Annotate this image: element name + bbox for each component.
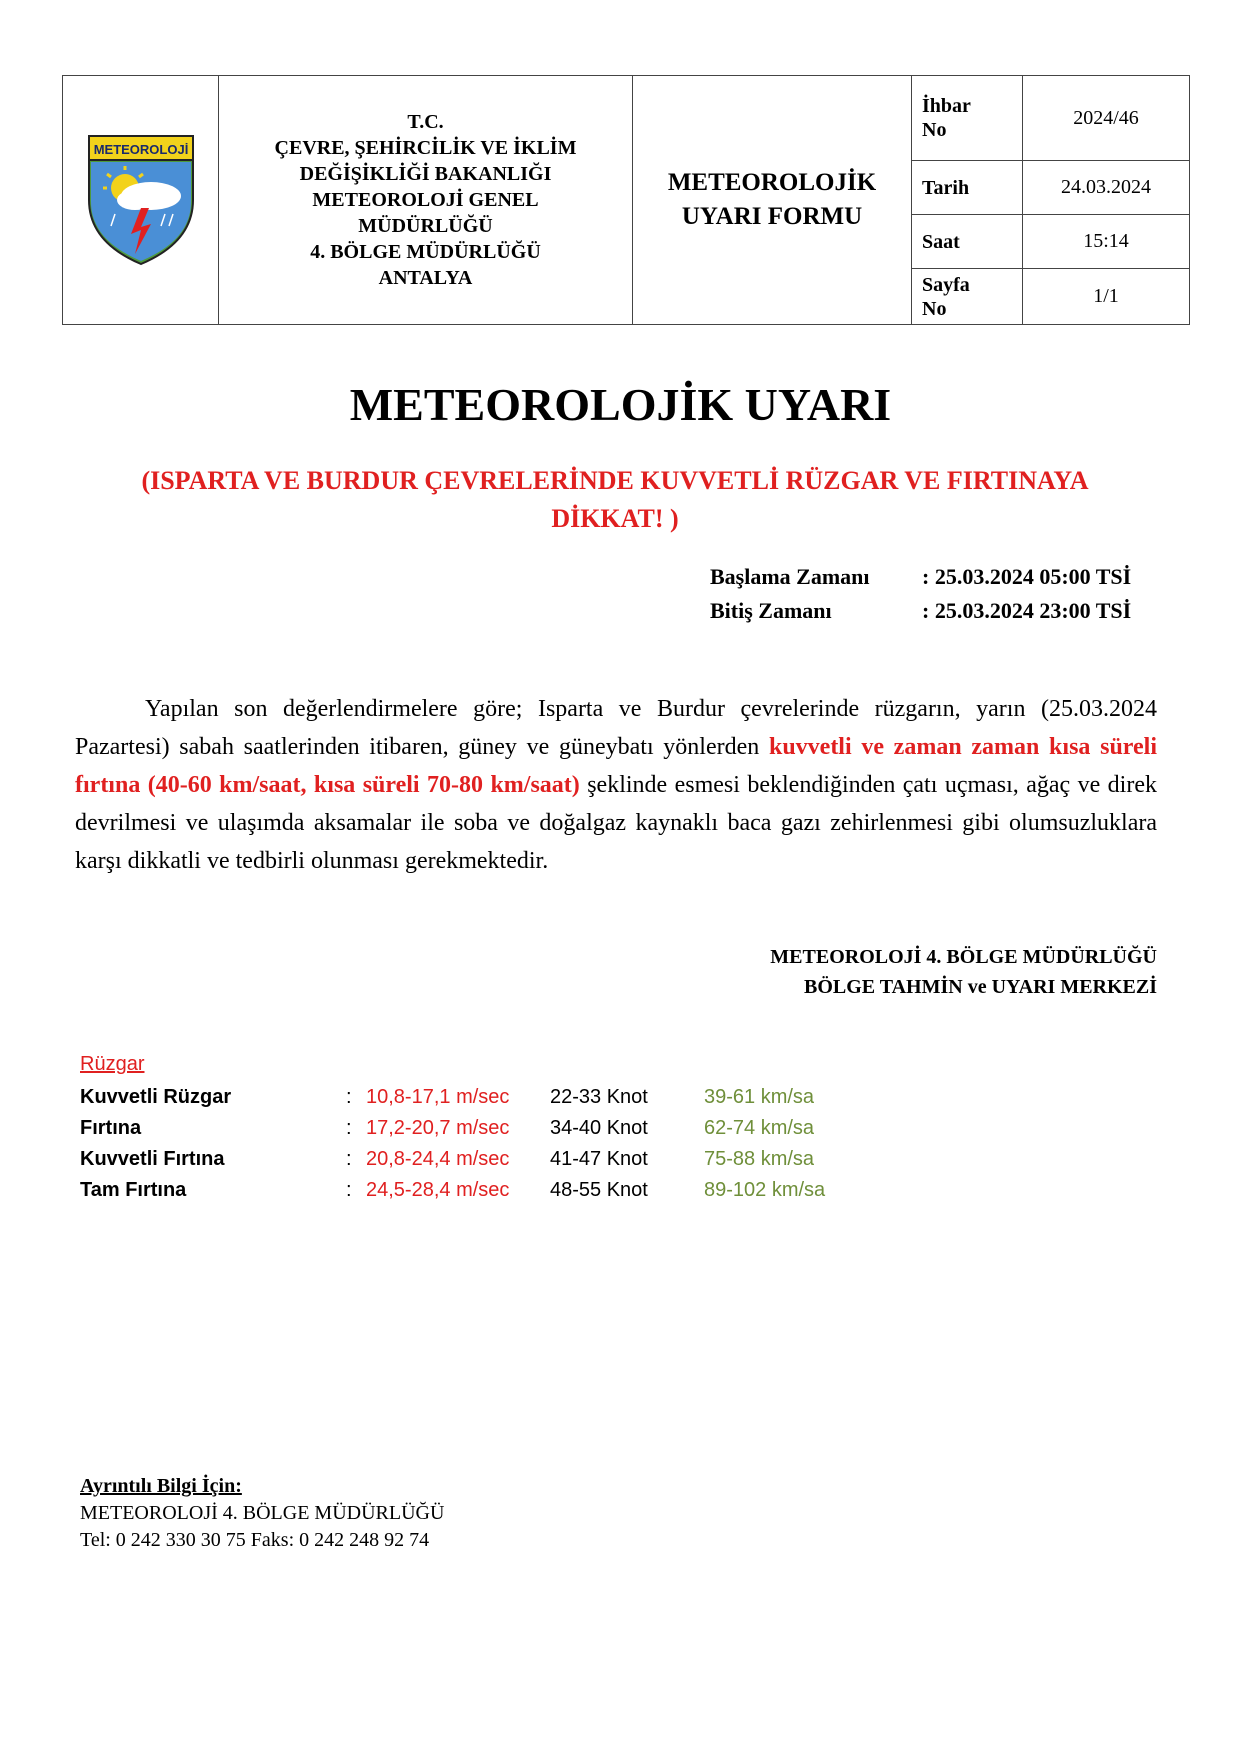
end-time-value: : 25.03.2024 23:00 TSİ <box>922 598 1132 623</box>
form-name-line: UYARI FORMU <box>681 203 863 230</box>
wind-kmh: 89-102 km/sa <box>704 1179 826 1201</box>
form-name-cell <box>633 76 912 325</box>
wind-colon: : <box>346 1117 352 1139</box>
wind-ms: 10,8-17,1 m/sec <box>366 1086 510 1108</box>
wind-kmh: 39-61 km/sa <box>704 1086 815 1108</box>
wind-kmh: 62-74 km/sa <box>704 1117 815 1139</box>
start-time-value: : 25.03.2024 05:00 TSİ <box>922 564 1132 589</box>
signature-block <box>770 942 1157 1002</box>
wind-class-name: Kuvvetli Rüzgar <box>80 1086 232 1108</box>
label-line: No <box>922 119 947 141</box>
wind-knot: 41-47 Knot <box>550 1148 648 1170</box>
subtitle-line: DİKKAT! ) <box>551 504 679 533</box>
wind-class-name: Fırtına <box>80 1117 142 1139</box>
institution-line: T.C. <box>407 111 444 133</box>
wind-colon: : <box>346 1148 352 1170</box>
ihbar-no-label <box>912 76 1023 161</box>
logo-cell <box>63 76 219 325</box>
wind-scale-row <box>80 1082 825 1113</box>
label-line: İhbar <box>922 95 971 117</box>
wind-colon: : <box>346 1086 352 1108</box>
wind-knot: 48-55 Knot <box>550 1179 648 1201</box>
institution-line: METEOROLOJİ GENEL <box>312 189 539 211</box>
institution-line: DEĞİŞİKLİĞİ BAKANLIĞI <box>299 163 552 185</box>
wind-knot: 22-33 Knot <box>550 1086 648 1108</box>
contact-block <box>80 1473 444 1554</box>
institution-line: MÜDÜRLÜĞÜ <box>358 215 493 237</box>
wind-scale <box>80 1053 825 1206</box>
start-time-row <box>710 560 1131 594</box>
wind-class-name: Tam Fırtına <box>80 1179 187 1201</box>
wind-ms: 24,5-28,4 m/sec <box>366 1179 510 1201</box>
label-line: Sayfa <box>922 273 970 296</box>
label-line: No <box>922 297 947 320</box>
wind-scale-row <box>80 1113 825 1144</box>
body-highlight: kuvvetli ve zaman zaman kısa süreli fırtına (40-60 km/saat, kısa süreli 70-80 km/saat) <box>75 734 1157 798</box>
wind-ms: 17,2-20,7 m/sec <box>366 1117 510 1139</box>
form-name-line: METEOROLOJİK <box>667 169 877 196</box>
body-part-1: Yapılan son değerlendirmelere göre; Isparta ve Burdur çevrelerinde rüzgarın, yarın (25.03.2024 Pazartesi) sabah saatlerinden itibaren, güney ve güneybatı yönlerden <box>75 696 1157 760</box>
institution-cell <box>219 76 633 325</box>
saat-value: 15:14 <box>1023 215 1190 269</box>
signature-line: BÖLGE TAHMİN ve UYARI MERKEZİ <box>803 976 1157 998</box>
end-time-row <box>710 594 1131 628</box>
wind-knot: 34-40 Knot <box>550 1117 648 1139</box>
sayfa-no-value: 1/1 <box>1023 269 1190 325</box>
institution-line: ÇEVRE, ŞEHİRCİLİK VE İKLİM <box>274 137 577 159</box>
contact-heading: Ayrıntılı Bilgi İçin: <box>80 1475 242 1497</box>
saat-label: Saat <box>912 215 1023 269</box>
page-title: METEOROLOJİK UYARI <box>349 379 892 430</box>
wind-scale-row <box>80 1175 825 1206</box>
contact-phone: Tel: 0 242 330 30 75 Faks: 0 242 248 92 74 <box>80 1529 430 1551</box>
tarih-value: 24.03.2024 <box>1023 161 1190 215</box>
subtitle-line: (ISPARTA VE BURDUR ÇEVRELERİNDE KUVVETLİ RÜZGAR VE FIRTINAYA <box>141 466 1089 495</box>
validity-times <box>710 560 1131 628</box>
institution-line: ANTALYA <box>378 267 473 289</box>
end-time-label: Bitiş Zamanı <box>710 598 832 623</box>
signature-line: METEOROLOJİ 4. BÖLGE MÜDÜRLÜĞÜ <box>770 946 1157 968</box>
institution-line: 4. BÖLGE MÜDÜRLÜĞÜ <box>310 241 541 263</box>
body-part-2: şeklinde esmesi beklendiğinden çatı uçması, ağaç ve direk devrilmesi ve ulaşımda aksamalar ile soba ve doğalgaz kaynaklı baca gazı zehirlenmesi gibi olumsuzluklara karşı dikkatli ve tedbirli olunması gerekmektedir. <box>75 772 1157 874</box>
svg-text:METEOROLOJİ: METEOROLOJİ <box>93 141 188 157</box>
header-table <box>62 75 1190 325</box>
start-time-label: Başlama Zamanı <box>710 564 870 589</box>
wind-class-name: Kuvvetli Fırtına <box>80 1148 225 1170</box>
wind-scale-row <box>80 1144 825 1175</box>
wind-kmh: 75-88 km/sa <box>704 1148 815 1170</box>
meteoroloji-logo <box>85 130 197 266</box>
sayfa-no-label <box>912 269 1023 325</box>
wind-ms: 20,8-24,4 m/sec <box>366 1148 510 1170</box>
warning-body <box>75 690 1157 880</box>
wind-colon: : <box>346 1179 352 1201</box>
wind-scale-heading: Rüzgar <box>80 1053 145 1075</box>
tarih-label: Tarih <box>912 161 1023 215</box>
warning-subtitle <box>70 462 1160 538</box>
ihbar-no-value: 2024/46 <box>1023 76 1190 161</box>
contact-org: METEOROLOJİ 4. BÖLGE MÜDÜRLÜĞÜ <box>80 1502 445 1524</box>
